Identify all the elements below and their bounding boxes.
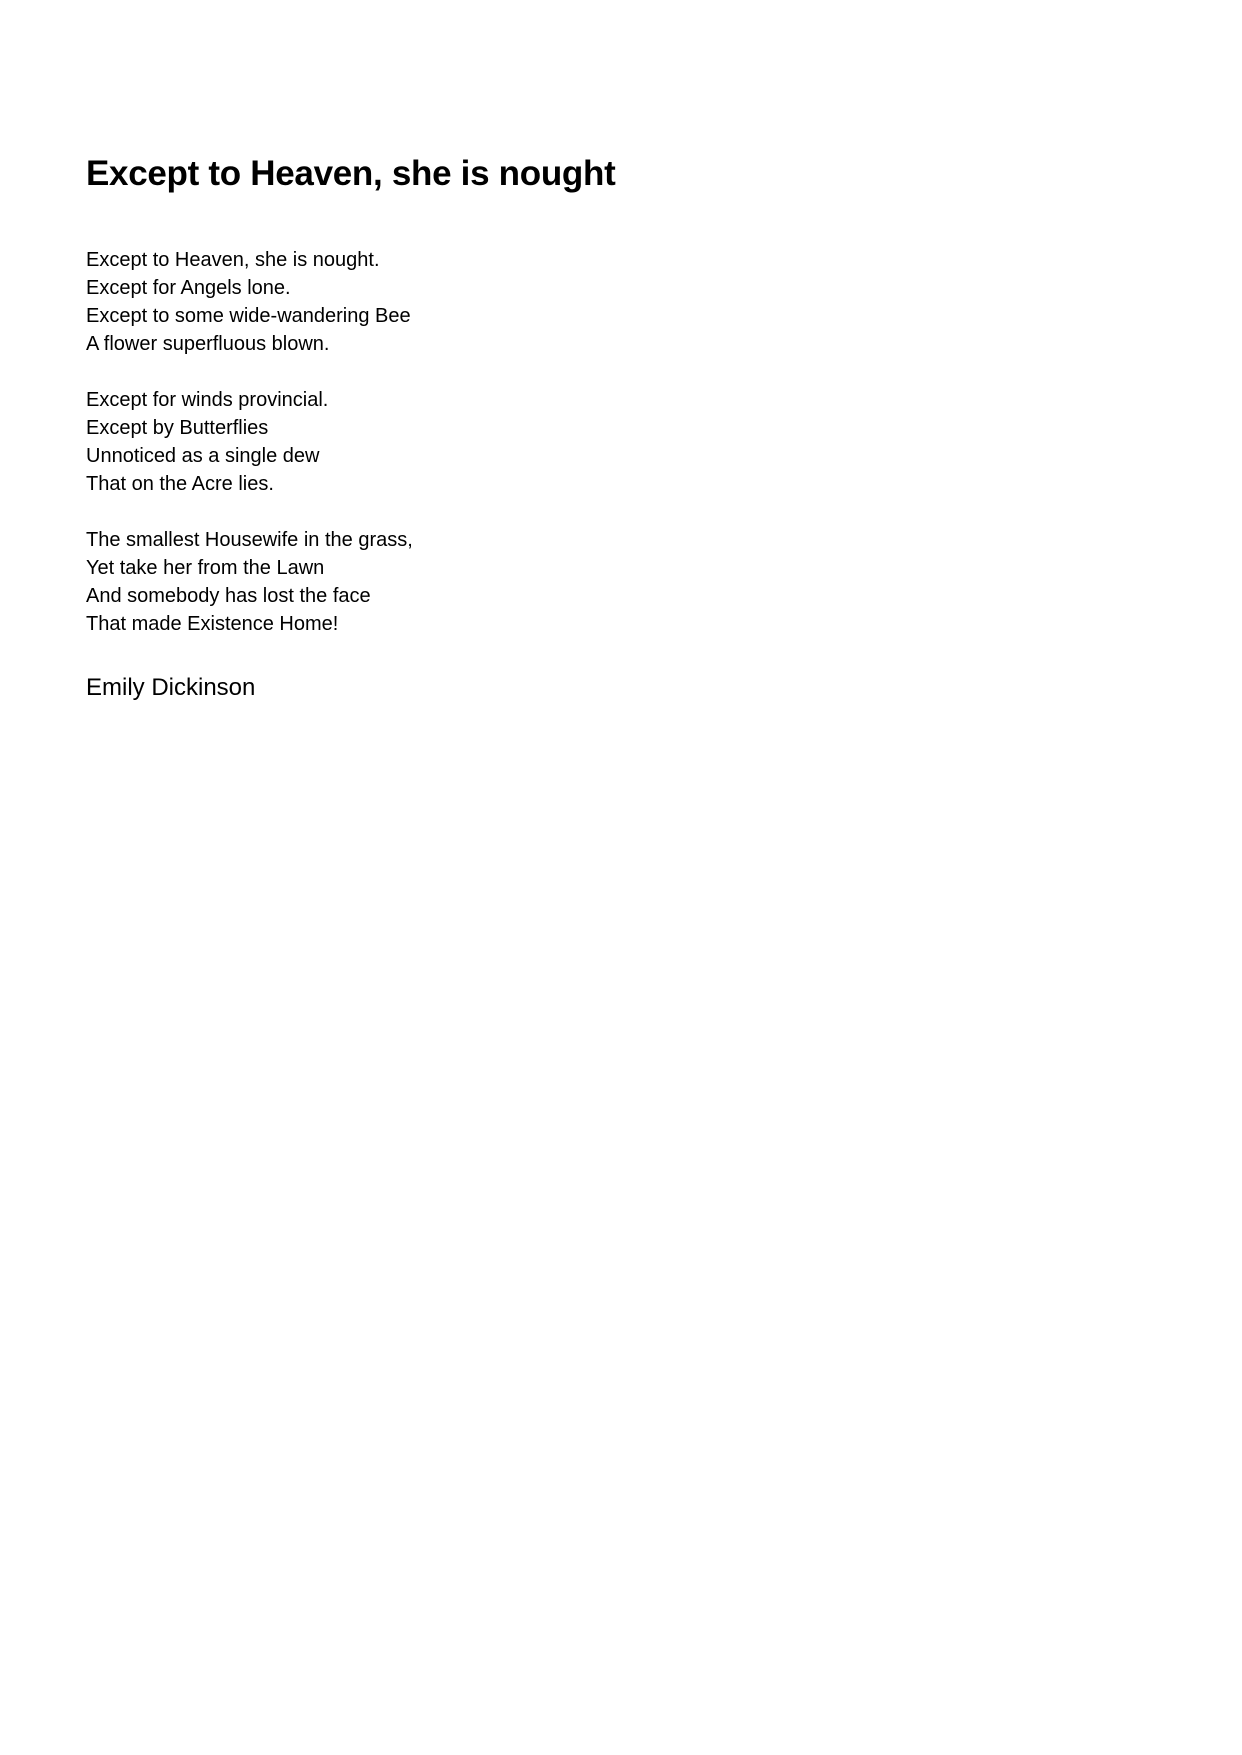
- poem-author: Emily Dickinson: [86, 674, 256, 701]
- poem-line: Yet take her from the Lawn: [86, 557, 325, 579]
- poem-line: And somebody has lost the face: [86, 585, 371, 607]
- poem-line: Unnoticed as a single dew: [86, 445, 320, 467]
- poem-line: Except for winds provincial.: [86, 389, 329, 411]
- stanza-1: [86, 246, 413, 358]
- poem-line: Except to Heaven, she is nought.: [86, 249, 380, 271]
- poem-line: Except for Angels lone.: [86, 277, 291, 299]
- poem-line: Except to some wide-wandering Bee: [86, 305, 411, 327]
- poem-body: [86, 246, 413, 666]
- poem-title: Except to Heaven, she is nought: [86, 154, 616, 193]
- poem-line: That made Existence Home!: [86, 613, 339, 635]
- poem-line: A flower superfluous blown.: [86, 333, 330, 355]
- stanza-3: [86, 526, 413, 638]
- poem-line: Except by Butterflies: [86, 417, 269, 439]
- poem-line: The smallest Housewife in the grass,: [86, 529, 413, 551]
- poem-line: That on the Acre lies.: [86, 473, 274, 495]
- stanza-2: [86, 386, 413, 498]
